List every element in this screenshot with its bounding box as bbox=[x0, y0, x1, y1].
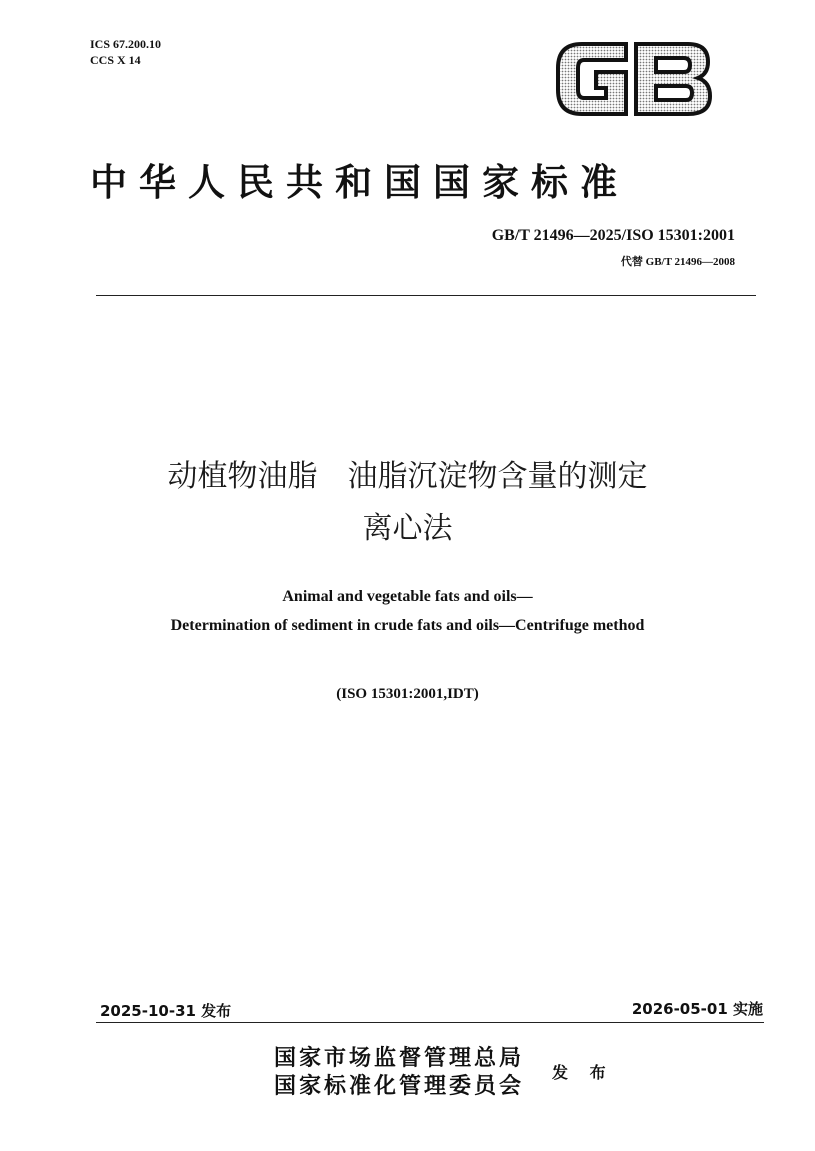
chinese-title bbox=[0, 451, 815, 555]
chinese-title-part2: 油脂沉淀物含量的测定 bbox=[347, 459, 648, 494]
english-title-line2: Determination of sediment in crude fats and oils—Centrifuge method bbox=[170, 617, 645, 634]
iso-equivalence: (ISO 15301:2001,IDT) bbox=[336, 686, 479, 702]
issuer-sac: 国家标准化管理委员会 bbox=[274, 1073, 525, 1099]
replaces-note: 代替 GB/T 21496—2008 bbox=[620, 256, 735, 268]
issue-date: 2025-10-31 发布 bbox=[100, 1002, 232, 1020]
ics-code: ICS 67.200.10 bbox=[90, 37, 162, 51]
standard-number: GB/T 21496—2025/ISO 15301:2001 bbox=[491, 227, 735, 244]
english-title bbox=[0, 582, 815, 640]
chinese-title-line2: 离心法 bbox=[362, 511, 453, 546]
issuing-authorities bbox=[274, 1044, 524, 1100]
gb-logo bbox=[552, 34, 714, 120]
national-standard-title: 中华人民共和国国家标准 bbox=[90, 160, 629, 204]
chinese-title-part1: 动植物油脂 bbox=[167, 459, 318, 494]
classification-codes bbox=[90, 36, 161, 68]
implementation-date: 2026-05-01 实施 bbox=[631, 1000, 763, 1018]
english-title-line1: Animal and vegetable fats and oils— bbox=[282, 588, 533, 605]
top-divider bbox=[96, 295, 756, 296]
issuer-samr: 国家市场监督管理总局 bbox=[274, 1045, 525, 1071]
ccs-code: CCS X 14 bbox=[90, 53, 141, 67]
bottom-divider bbox=[96, 1022, 764, 1023]
publish-label: 发 布 bbox=[552, 1063, 614, 1082]
